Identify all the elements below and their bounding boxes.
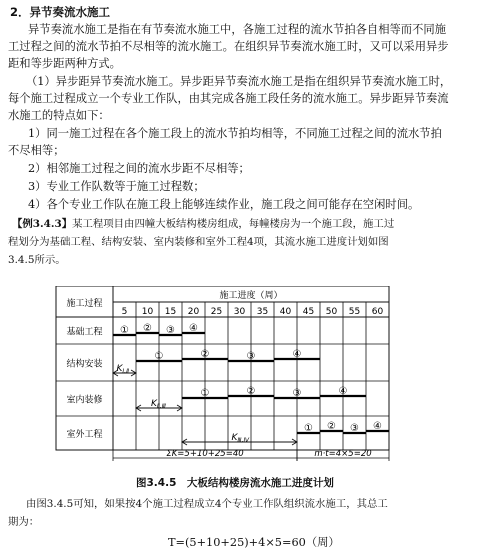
segment-label: ②	[246, 386, 256, 397]
segment-label: ④	[189, 323, 198, 334]
total-duration-formula: T=(5+10+25)+4×5=60（周）	[168, 536, 340, 549]
para1-line3: 距和等步距两种方式。	[8, 57, 121, 70]
segment-label: ②	[200, 349, 210, 360]
segment-label: ④	[373, 421, 382, 432]
bottom-sum-label: ΣK=5+10+25=40	[166, 449, 244, 459]
week-tick-label: 35	[256, 307, 269, 317]
process-name: 室外工程	[66, 430, 103, 440]
week-tick-label: 20	[187, 307, 200, 317]
week-tick-label: 25	[210, 307, 223, 317]
para2-line3: 水施工的特点如下：	[8, 109, 110, 122]
segment-label: ①	[304, 423, 313, 434]
process-name: 基础工程	[66, 327, 103, 338]
segment-label: ④	[338, 386, 348, 397]
week-tick-label: 10	[141, 307, 154, 317]
segment-label: ③	[292, 388, 302, 399]
header-schedule: 施工进度（周）	[219, 291, 283, 301]
conclusion-line2: 期为：	[8, 516, 40, 528]
item2: 2）相邻施工过程之间的流水步距不尽相等；	[28, 162, 250, 175]
para1-line2: 工过程之间的流水节拍不尽相等的流水施工。在组织异节奏流水施工时，又可以采用异步	[8, 40, 449, 53]
example-line1-text: 某工程项目由四幢大板结构楼房组成，每幢楼房为一个施工段，施工过	[72, 218, 395, 230]
week-tick-label: 60	[371, 307, 384, 317]
week-tick-label: 30	[233, 307, 246, 317]
week-tick-label: 45	[302, 307, 315, 317]
item1-line1: 1）同一施工过程在各个施工段上的流水节拍均相等，不同施工过程之间的流水节拍	[28, 127, 442, 140]
segment-label: ①	[200, 388, 210, 399]
segment-label: ③	[166, 325, 175, 336]
header-process: 施工过程	[66, 299, 103, 309]
segment-label: ②	[143, 323, 152, 334]
example-label: 【例3.4.3】	[12, 218, 73, 230]
step-label: $K_{Ⅰ,Ⅱ}$	[116, 364, 130, 375]
para2-line2: 每个施工过程成立一个专业工作队，由其完成各施工段任务的流水施工。异步距异节奏流	[8, 92, 449, 105]
schedule-chart	[0, 286, 492, 464]
item3: 3）专业工作队数等于施工过程数；	[28, 180, 205, 193]
step-label: $K_{Ⅲ,Ⅳ}$	[231, 433, 249, 444]
process-name: 结构安装	[66, 359, 103, 370]
para1-line1: 异节奏流水施工是指在有节奏流水施工中，各施工过程的流水节拍各自相等而不同施	[28, 23, 446, 36]
process-name: 室内装修	[66, 395, 103, 406]
example-line2: 程划分为基础工程、结构安装、室内装修和室外工程4项，其流水施工进度计划如图	[8, 236, 389, 248]
week-tick-label: 55	[348, 307, 361, 317]
week-tick-label: 50	[325, 307, 338, 317]
week-tick-label: 15	[164, 307, 177, 317]
example-line3: 3.4.5所示。	[8, 254, 66, 266]
week-tick-label: 40	[279, 307, 292, 317]
segment-label: ①	[154, 351, 164, 362]
step-label: $K_{Ⅱ,Ⅲ}$	[151, 399, 166, 410]
table-frame	[56, 286, 389, 450]
example-line1	[12, 216, 492, 232]
segment-label: ②	[327, 421, 336, 432]
para2-line1: （1）异步距异节奏流水施工。异步距异节奏流水施工是指在组织异节奏流水施工时，	[26, 75, 452, 88]
figure-caption: 图3.4.5 大板结构楼房流水施工进度计划	[136, 477, 334, 489]
segment-label: ③	[350, 423, 359, 434]
segment-label: ④	[292, 349, 302, 360]
segment-label: ①	[120, 325, 129, 336]
conclusion-line1: 由图3.4.5可知，如果按4个施工过程成立4个专业工作队组织流水施工，其总工	[26, 498, 388, 510]
segment-label: ③	[246, 351, 256, 362]
week-tick-label: 5	[121, 307, 128, 317]
section-heading: 2．异节奏流水施工	[10, 5, 111, 19]
item1-line2: 不尽相等；	[8, 144, 65, 157]
bottom-mt-label: m·t=4×5=20	[314, 449, 372, 459]
item4: 4）各个专业工作队在施工段上能够连续作业，施工段之间可能存在空闲时间。	[28, 198, 420, 211]
